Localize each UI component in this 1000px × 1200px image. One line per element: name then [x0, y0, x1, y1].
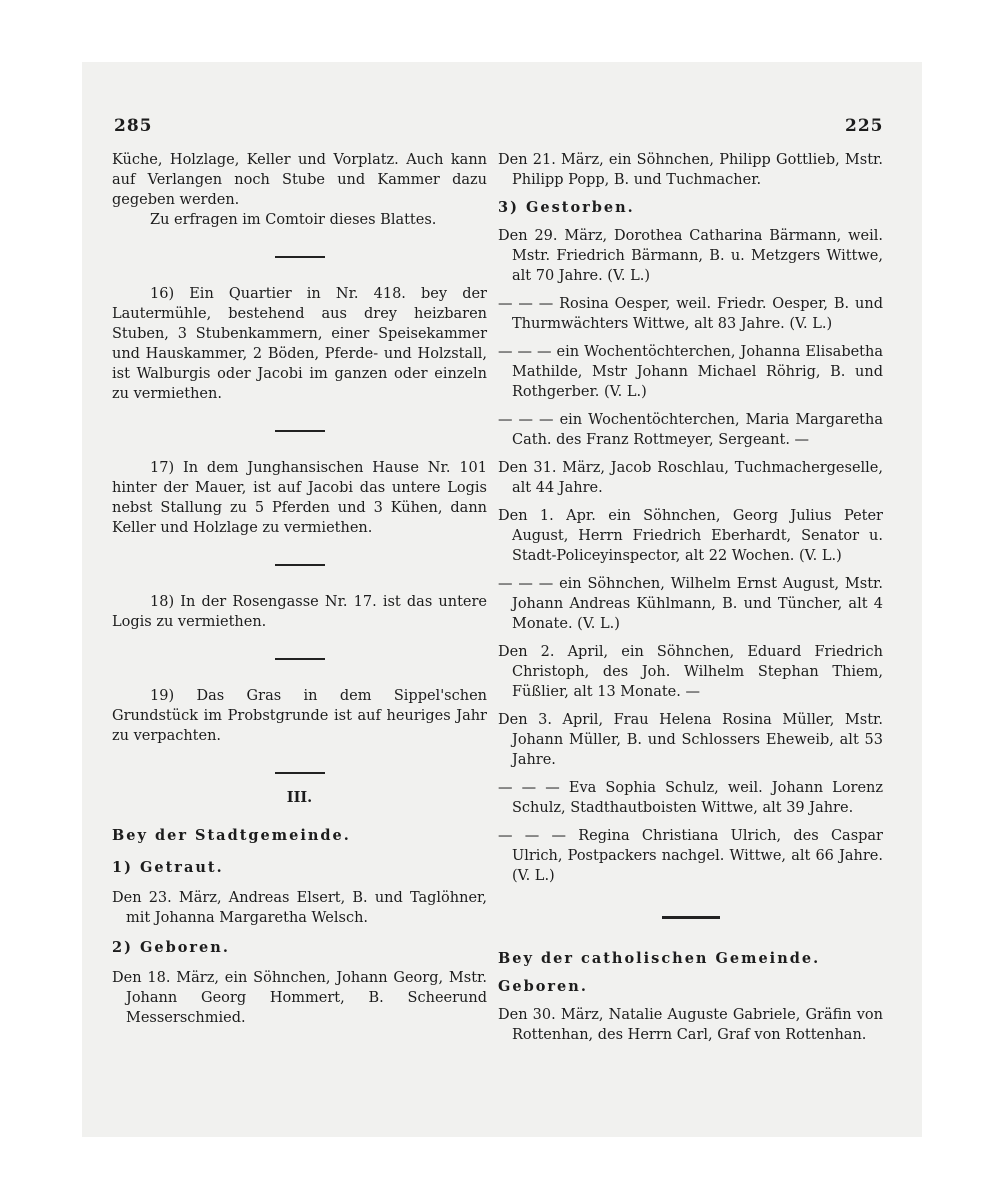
entry-death: Den 1. Apr. ein Söhnchen, Georg Julius Peter August, Herrn Friedrich Eberhardt, Senator u. Stadt-Policeyinspector, alt 22 Wochen. (V. L.) — [498, 508, 883, 564]
right-column — [498, 150, 883, 1045]
section-title: Bey der Stadtgemeinde. — [112, 827, 351, 844]
notice-17: 17) In dem Junghansischen Hause Nr. 101 hinter der Mauer, ist auf Jacobi das untere Logis nebst Stallung zu 5 Pferden und 3 Kühen, dann Keller und Holzlage zu vermiethen. — [112, 460, 487, 536]
entry-death: Den 29. März, Dorothea Catharina Bärmann, weil. Mstr. Friedrich Bärmann, B. u. Metzgers Wittwe, alt 70 Jahre. (V. L.) — [498, 228, 883, 284]
subheading-getraut: 1) Getraut. — [112, 859, 224, 876]
notice-16: 16) Ein Quartier in Nr. 418. bey der Lautermühle, bestehend aus drey heizbaren Stuben, 3 Stubenkammern, einer Speisekammer und Hauskammer, 2 Böden, Pferde- und Holzstall, ist Walburgis oder Jacobi im ganzen oder einzeln zu vermiethen. — [112, 286, 487, 402]
entry-death: — — — Rosina Oesper, weil. Friedr. Oesper, B. und Thurmwächters Wittwe, alt 83 Jahre. (V. L.) — [498, 296, 883, 332]
entry-death: — — — Regina Christiana Ulrich, des Caspar Ulrich, Postpackers nachgel. Wittwe, alt 66 Jahre. (V. L.) — [498, 828, 883, 884]
paragraph-inquiry: Zu erfragen im Comtoir dieses Blattes. — [150, 212, 437, 228]
entry-birth-catholic: Den 30. März, Natalie Auguste Gabriele, Gräfin von Rottenhan, des Herrn Carl, Graf von Rottenhan. — [498, 1007, 883, 1043]
notice-18: 18) In der Rosengasse Nr. 17. ist das untere Logis zu vermiethen. — [112, 594, 487, 630]
entry-birth: Den 21. März, ein Söhnchen, Philipp Gottlieb, Mstr. Philipp Popp, B. und Tuchmacher. — [498, 152, 883, 188]
page-number-right: 225 — [845, 116, 884, 136]
page-number-left: 285 — [114, 116, 153, 136]
left-column — [112, 150, 487, 1028]
entry-death: — — — ein Wochentöchterchen, Johanna Elisabetha Mathilde, Mstr Johann Michael Röhrig, B. und Rothgerber. (V. L.) — [498, 344, 883, 400]
entry-getraut: Den 23. März, Andreas Elsert, B. und Taglöhner, mit Johanna Margaretha Welsch. — [112, 890, 487, 926]
entry-death: — — — ein Söhnchen, Wilhelm Ernst August, Mstr. Johann Andreas Kühlmann, B. und Tüncher, alt 4 Monate. (V. L.) — [498, 576, 883, 632]
section-numeral: III. — [286, 789, 313, 806]
subheading-geboren: 2) Geboren. — [112, 939, 230, 956]
entry-death: — — — ein Wochentöchterchen, Maria Margaretha Cath. des Franz Rottmeyer, Sergeant. — — [498, 412, 883, 448]
subheading-gestorben: 3) Gestorben. — [498, 199, 635, 216]
entry-death: — — — Eva Sophia Schulz, weil. Johann Lorenz Schulz, Stadthautboisten Wittwe, alt 39 Jahre. — [498, 780, 883, 816]
entry-geboren: Den 18. März, ein Söhnchen, Johann Georg, Mstr. Johann Georg Hommert, B. Scheerund Messerschmied. — [112, 970, 487, 1026]
section-title-catholic: Bey der catholischen Gemeinde. — [498, 950, 821, 967]
notice-19: 19) Das Gras in dem Sippel'schen Grundstück im Probstgrunde ist auf heuriges Jahr zu verpachten. — [112, 688, 487, 744]
entry-death: Den 3. April, Frau Helena Rosina Müller, Mstr. Johann Müller, B. und Schlossers Eheweib, alt 53 Jahre. — [498, 712, 883, 768]
entry-death: Den 31. März, Jacob Roschlau, Tuchmachergeselle, alt 44 Jahre. — [498, 460, 883, 496]
subheading-geboren-catholic: Geboren. — [498, 978, 588, 995]
entry-death: Den 2. April, ein Söhnchen, Eduard Friedrich Christoph, des Joh. Wilhelm Stephan Thiem, Füßlier, alt 13 Monate. — — [498, 644, 883, 700]
paragraph-continued: Küche, Holzlage, Keller und Vorplatz. Auch kann auf Verlangen noch Stube und Kammer dazu gegeben werden. — [112, 152, 487, 208]
